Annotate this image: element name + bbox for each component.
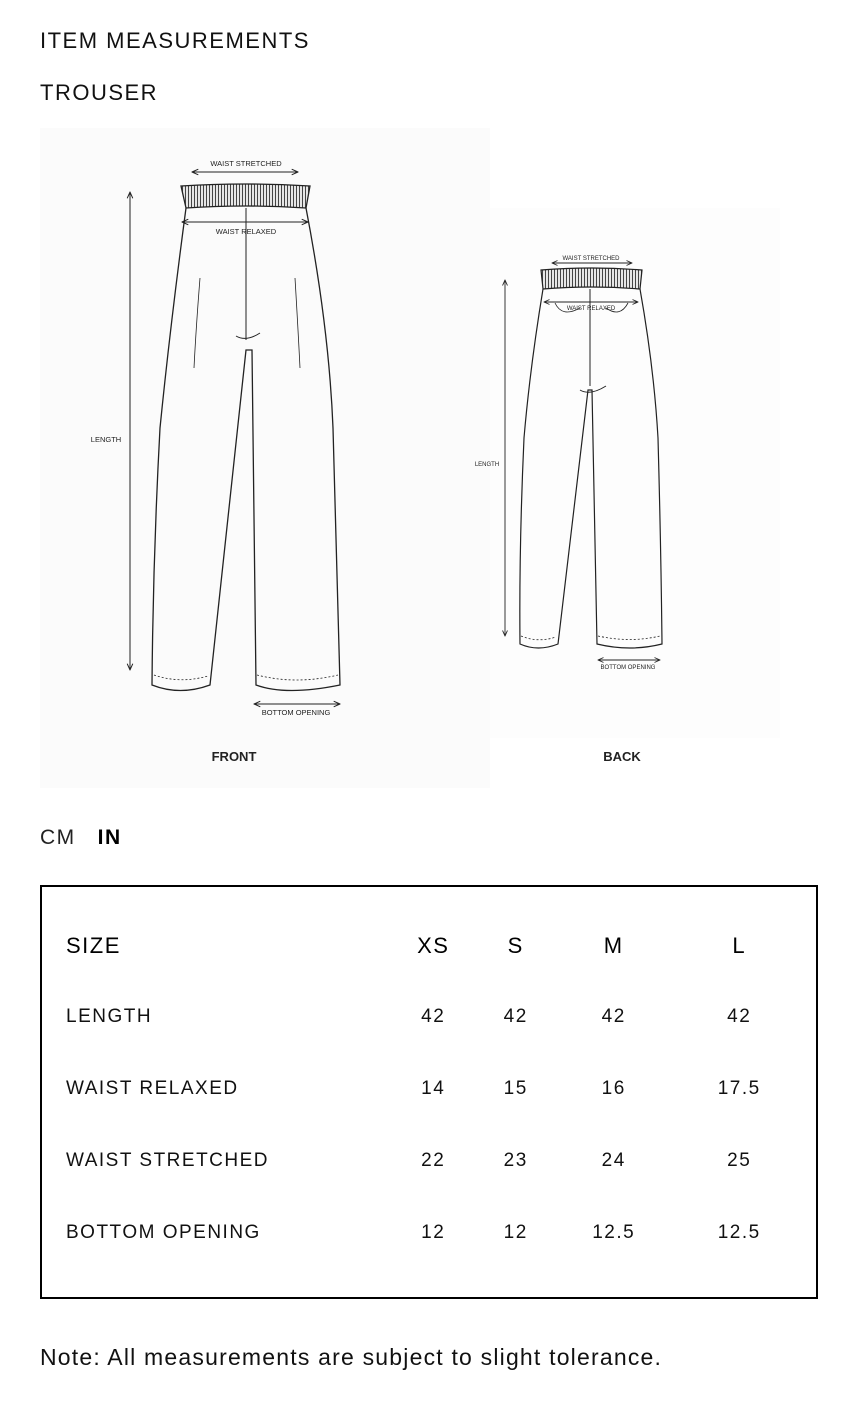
table-cell: 24 (601, 1150, 626, 1171)
size-column-header: SIZE (66, 933, 121, 958)
table-cell: 17.5 (717, 1078, 761, 1099)
row-label: WAIST STRETCHED (66, 1150, 270, 1171)
back-label: BACK (603, 749, 641, 764)
back-length-label: LENGTH (474, 462, 500, 468)
table-cell: 15 (503, 1078, 528, 1099)
row-label: BOTTOM OPENING (66, 1222, 261, 1243)
table-cell: 16 (601, 1078, 626, 1099)
table-cell: 12 (421, 1222, 446, 1243)
front-label: FRONT (211, 749, 257, 764)
back-bottom-opening-label: BOTTOM OPENING (600, 665, 656, 671)
table-row (66, 1197, 802, 1269)
table-cell: 12.5 (592, 1222, 636, 1243)
front-waist-stretched-label: WAIST STRETCHED (210, 159, 282, 168)
product-title: TROUSER (40, 80, 159, 105)
table-cell: 22 (421, 1150, 446, 1171)
size-header-xs: XS (417, 933, 450, 958)
measurement-diagram (40, 128, 780, 798)
back-waist-relaxed-label: WAIST RELAXED (566, 306, 616, 312)
table-header-row (66, 911, 802, 981)
row-label: LENGTH (66, 1006, 153, 1027)
table-cell: 23 (503, 1150, 528, 1171)
size-header-s: S (507, 933, 524, 958)
close-button[interactable] (802, 0, 832, 8)
table-cell: 12 (503, 1222, 528, 1243)
size-header-m: M (603, 933, 624, 958)
table-cell: 42 (601, 1006, 626, 1027)
tolerance-note: Note: All measurements are subject to slight tolerance. (40, 1344, 663, 1370)
table-row (66, 1053, 802, 1125)
table-row (66, 1125, 802, 1197)
table-cell: 42 (421, 1006, 446, 1027)
front-waist-relaxed-label: WAIST RELAXED (215, 227, 277, 236)
row-label: WAIST RELAXED (66, 1078, 239, 1099)
unit-toggle (40, 826, 122, 850)
table-cell: 42 (727, 1006, 752, 1027)
front-length-label: LENGTH (90, 435, 122, 444)
page-title: ITEM MEASUREMENTS (40, 28, 310, 53)
unit-cm-button[interactable]: CM (40, 826, 76, 849)
table-cell: 12.5 (717, 1222, 761, 1243)
close-icon (802, 0, 832, 8)
table-cell: 14 (421, 1078, 446, 1099)
table-row (66, 981, 802, 1053)
unit-in-button[interactable]: IN (97, 826, 122, 849)
table-cell: 25 (727, 1150, 752, 1171)
front-bottom-opening-label: BOTTOM OPENING (261, 708, 331, 717)
table-cell: 42 (503, 1006, 528, 1027)
size-header-l: L (732, 933, 747, 958)
back-waist-stretched-label: WAIST STRETCHED (562, 256, 620, 262)
size-chart-table (40, 885, 818, 1299)
